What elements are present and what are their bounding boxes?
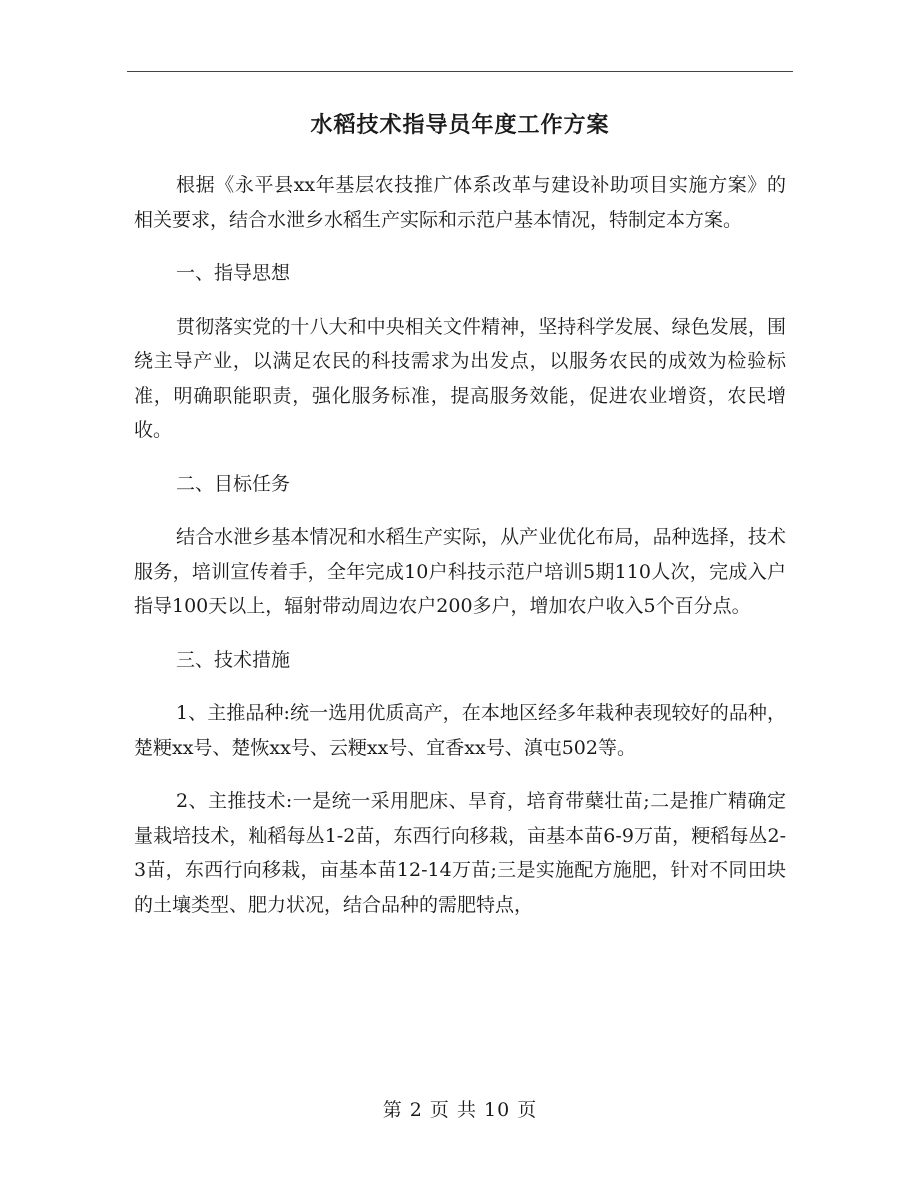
paragraph-main-varieties: 1、主推品种:统一选用优质高产，在本地区经多年栽种表现较好的品种，楚粳xx号、楚恢xx号、云粳xx号、宜香xx号、滇屯502等。 [134, 702, 786, 759]
document-body [134, 168, 786, 941]
paragraph-guiding-thought: 贯彻落实党的十八大和中央相关文件精神，坚持科学发展、绿色发展，围绕主导产业，以满足农民的科技需求为出发点，以服务农民的成效为检验标准，明确职能职责，强化服务标准，提高服务效能，促进农业增资，农民增收。 [134, 315, 786, 441]
section-heading-tech-measures: 三、技术措施 [176, 648, 291, 671]
paragraph-intro: 根据《永平县xx年基层农技推广体系改革与建设补助项目实施方案》的相关要求，结合水泄乡水稻生产实际和示范户基本情况，特制定本方案。 [134, 174, 786, 231]
section-heading-guiding-thought: 一、指导思想 [176, 262, 291, 284]
section-heading-goals: 二、目标任务 [176, 472, 291, 495]
page-number-footer: 第 2 页 共 10 页 [382, 1099, 538, 1121]
paragraph-main-techniques: 2、主推技术:一是统一采用肥床、旱育，培育带蘖壮苗;二是推广精确定量栽培技术，籼稻每丛1-2苗，东西行向移栽，亩基本苗6-9万苗，粳稻每丛2-3苗，东西行向移栽，亩基本苗12-14万苗;三是实施配方施肥，针对不同田块的土壤类型、肥力状况，结合品种的需肥特点， [134, 790, 786, 916]
paragraph-goals: 结合水泄乡基本情况和水稻生产实际，从产业优化布局，品种选择，技术服务，培训宣传着手，全年完成10户科技示范户培训5期110人次，完成入户指导100天以上，辐射带动周边农户200多户，增加农户收入5个百分点。 [134, 526, 786, 617]
header-rule [127, 71, 793, 72]
document-title: 水稻技术指导员年度工作方案 [310, 112, 610, 138]
